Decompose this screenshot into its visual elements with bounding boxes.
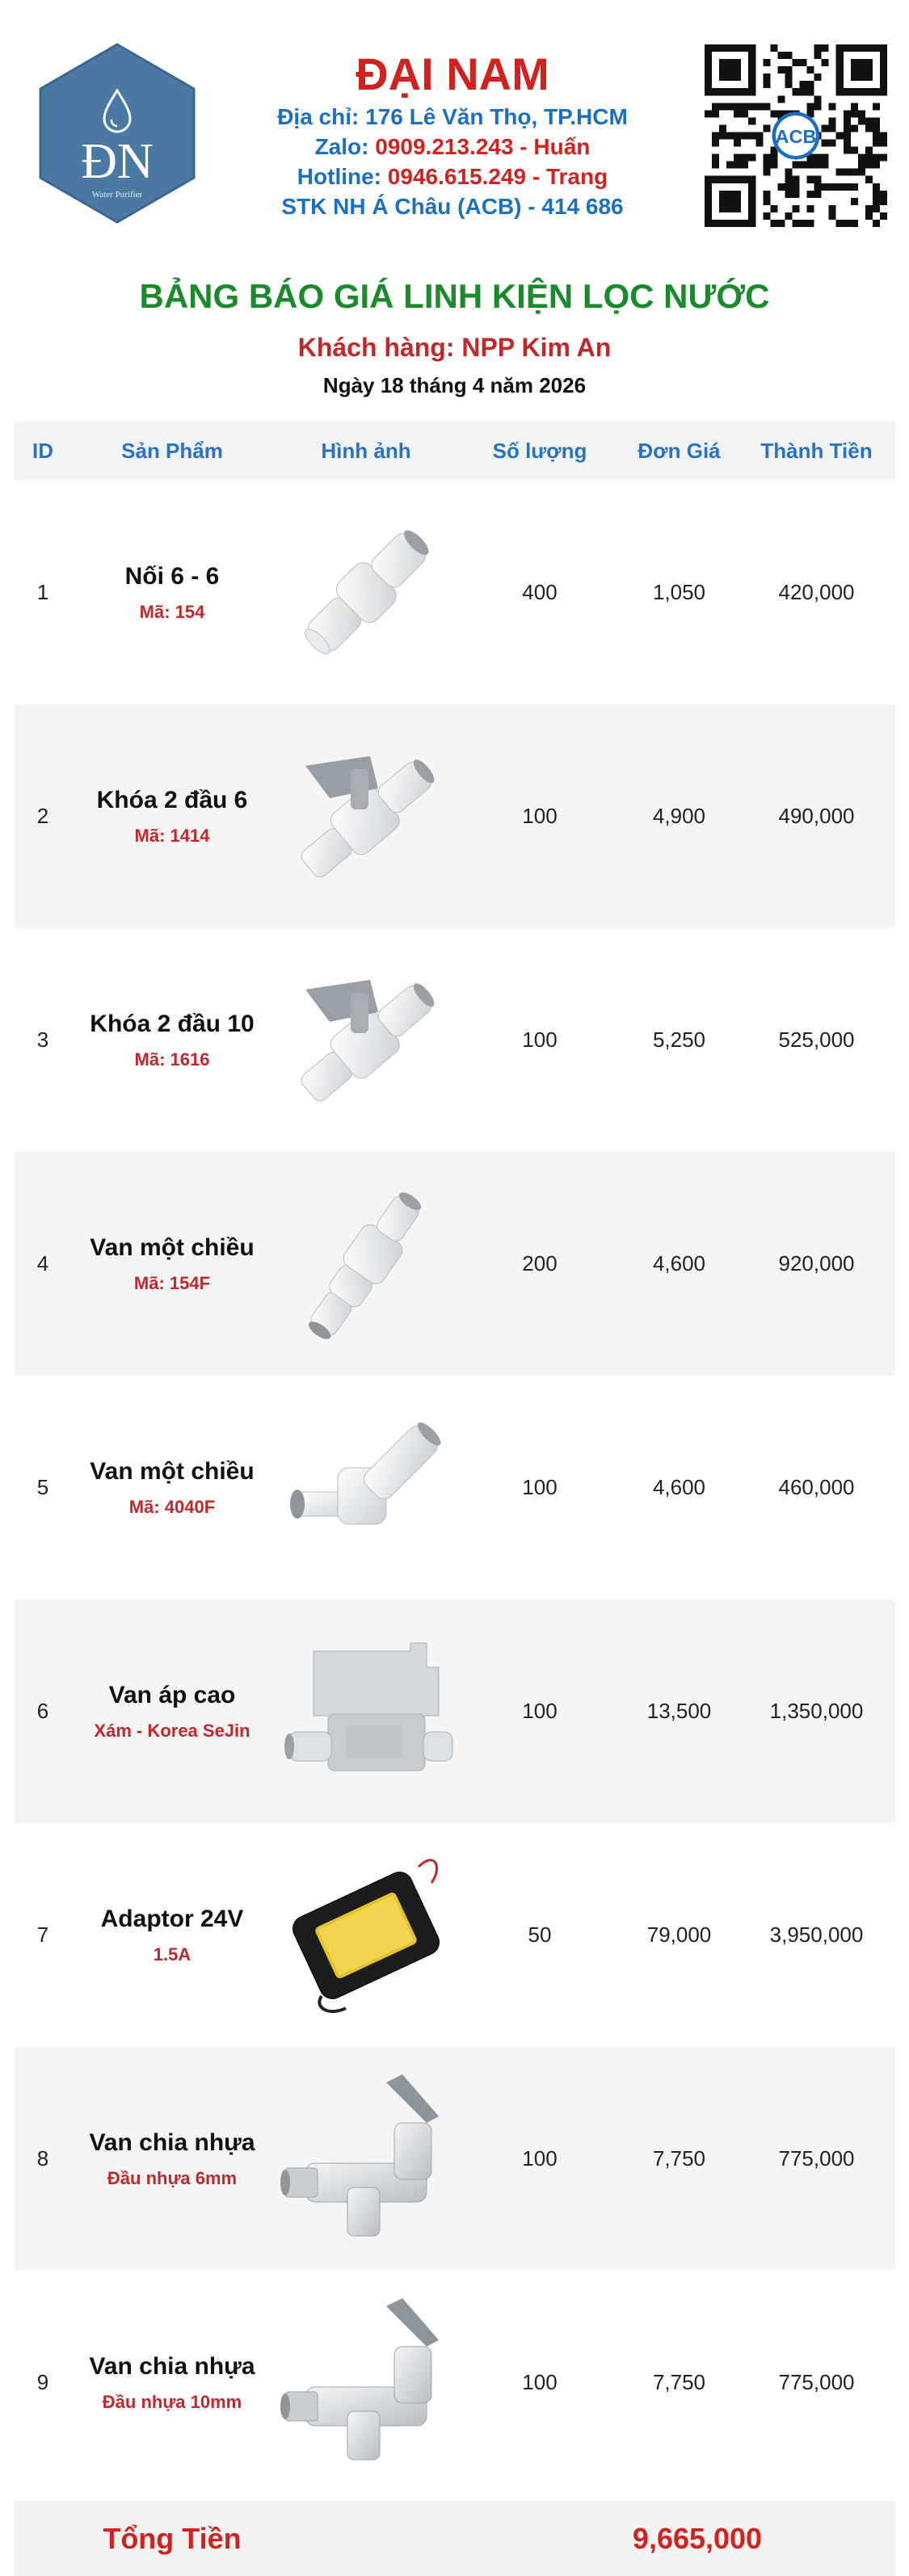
row-total: 3,950,000: [769, 1923, 864, 1947]
row-unit-price: 4,900: [652, 804, 706, 828]
table-row: [15, 1152, 895, 1376]
row-id: 5: [36, 1475, 49, 1499]
table-header: [15, 422, 895, 480]
column-header-id: ID: [32, 439, 53, 463]
column-header-product: Sản Phẩm: [121, 439, 223, 463]
row-quantity: 100: [522, 1699, 558, 1723]
row-id: 4: [36, 1251, 49, 1275]
row-quantity: 400: [522, 580, 558, 604]
product-name: Nối 6 - 6: [124, 562, 220, 590]
table-row: [15, 928, 895, 1152]
table-row: [15, 1599, 895, 1823]
row-id: 9: [36, 2370, 49, 2394]
product-code: Mã: 154: [139, 601, 205, 622]
row-id: 7: [36, 1923, 49, 1947]
total-amount: 9,665,000: [632, 2522, 763, 2555]
row-product: [71, 1599, 273, 1823]
svg-text:ĐN: ĐN: [81, 134, 154, 189]
row-unit-price: 4,600: [652, 1475, 706, 1499]
svg-text:ACB: ACB: [775, 126, 817, 148]
row-product: [71, 1152, 273, 1376]
product-code: Xám - Korea SeJin: [94, 1720, 250, 1741]
row-total: 460,000: [778, 1475, 855, 1499]
product-code: Mã: 1616: [134, 1048, 210, 1069]
pressure-switch-image: [273, 1599, 459, 1823]
ball-valve-image: [273, 928, 459, 1152]
quote-title: BẢNG BÁO GIÁ LINH KIỆN LỌC NƯỚC: [139, 277, 770, 315]
row-unit-price: 7,750: [652, 2370, 706, 2394]
tee-valve-image: [273, 2047, 459, 2271]
row-product: [71, 2047, 273, 2271]
row-product: [71, 481, 273, 704]
column-header-quantity: Số lượng: [492, 439, 587, 463]
product-name: Van chia nhựa: [89, 2128, 255, 2156]
row-unit-price: 7,750: [652, 2146, 706, 2170]
company-zalo: Zalo: 0909.213.243 - Huấn: [314, 134, 591, 159]
row-total: 525,000: [778, 1027, 855, 1052]
product-name: Van một chiều: [90, 1233, 255, 1261]
table-row: [15, 481, 895, 704]
product-name: Khóa 2 đầu 10: [90, 1010, 255, 1037]
product-name: Van một chiều: [90, 1457, 255, 1485]
product-name: Van chia nhựa: [89, 2352, 255, 2380]
row-product: [71, 704, 273, 928]
company-name: ĐẠI NAM: [356, 48, 549, 99]
row-quantity: 200: [522, 1251, 558, 1275]
row-id: 8: [36, 2146, 49, 2170]
row-quantity: 50: [528, 1923, 552, 1947]
company-address: Địa chỉ: 176 Lê Văn Thọ, TP.HCM: [277, 104, 628, 129]
check-valve-image: [273, 1152, 459, 1376]
product-code: 1.5A: [153, 1944, 191, 1965]
row-unit-price: 5,250: [652, 1027, 706, 1052]
row-quantity: 100: [522, 1027, 558, 1052]
company-logo: [32, 40, 202, 226]
svg-text:Water Purifier: Water Purifier: [91, 190, 143, 200]
elbow-check-valve-image: [273, 1376, 459, 1599]
product-code: Mã: 154F: [133, 1272, 211, 1293]
row-total: 420,000: [778, 580, 855, 604]
product-code: Đầu nhựa 6mm: [107, 2167, 238, 2188]
row-unit-price: 4,600: [652, 1251, 706, 1275]
straight-connector-image: [273, 481, 459, 704]
row-quantity: 100: [522, 2370, 558, 2394]
quote-date: Ngày 18 tháng 4 năm 2026: [322, 373, 587, 397]
row-unit-price: 79,000: [646, 1923, 712, 1947]
row-quantity: 100: [522, 2146, 558, 2170]
row-total: 775,000: [778, 2146, 855, 2170]
product-name: Khóa 2 đầu 6: [96, 786, 248, 813]
product-code: Đầu nhựa 10mm: [102, 2391, 242, 2412]
table-row: [15, 2271, 895, 2494]
row-total: 1,350,000: [769, 1699, 864, 1723]
column-header-total: Thành Tiền: [760, 439, 873, 463]
row-total: 775,000: [778, 2370, 855, 2394]
row-total: 490,000: [778, 804, 855, 828]
row-id: 1: [36, 580, 49, 604]
company-hotline: Hotline: 0946.615.249 - Trang: [297, 164, 608, 189]
row-id: 3: [36, 1027, 49, 1052]
qr-code: [705, 44, 887, 227]
column-header-image: Hình ảnh: [321, 439, 411, 463]
ball-valve-image: [273, 704, 459, 928]
company-bank: STK NH Á Châu (ACB) - 414 686: [281, 194, 624, 219]
company-header: [210, 47, 695, 221]
power-adaptor-image: [273, 1823, 459, 2047]
row-id: 2: [36, 804, 49, 828]
product-name: Adaptor 24V: [100, 1905, 244, 1932]
total-row: [15, 2501, 895, 2576]
tee-valve-image: [273, 2271, 459, 2494]
product-code: Mã: 1414: [134, 825, 210, 846]
column-header-unit-price: Đơn Giá: [638, 439, 721, 463]
product-name: Van áp cao: [108, 1681, 236, 1708]
row-id: 6: [36, 1699, 49, 1723]
customer-name: Khách hàng: NPP Kim An: [297, 333, 612, 362]
product-code: Mã: 4040F: [128, 1496, 216, 1517]
row-quantity: 100: [522, 1475, 558, 1499]
row-product: [71, 1376, 273, 1599]
table-row: [15, 1376, 895, 1599]
row-unit-price: 13,500: [646, 1699, 712, 1723]
table-row: [15, 704, 895, 928]
row-product: [71, 1823, 273, 2047]
table-row: [15, 2047, 895, 2271]
row-product: [71, 928, 273, 1152]
row-product: [71, 2271, 273, 2494]
table-row: [15, 1823, 895, 2047]
total-label: Tổng Tiền: [103, 2522, 242, 2555]
row-unit-price: 1,050: [652, 580, 706, 604]
row-quantity: 100: [522, 804, 558, 828]
row-total: 920,000: [778, 1251, 855, 1275]
